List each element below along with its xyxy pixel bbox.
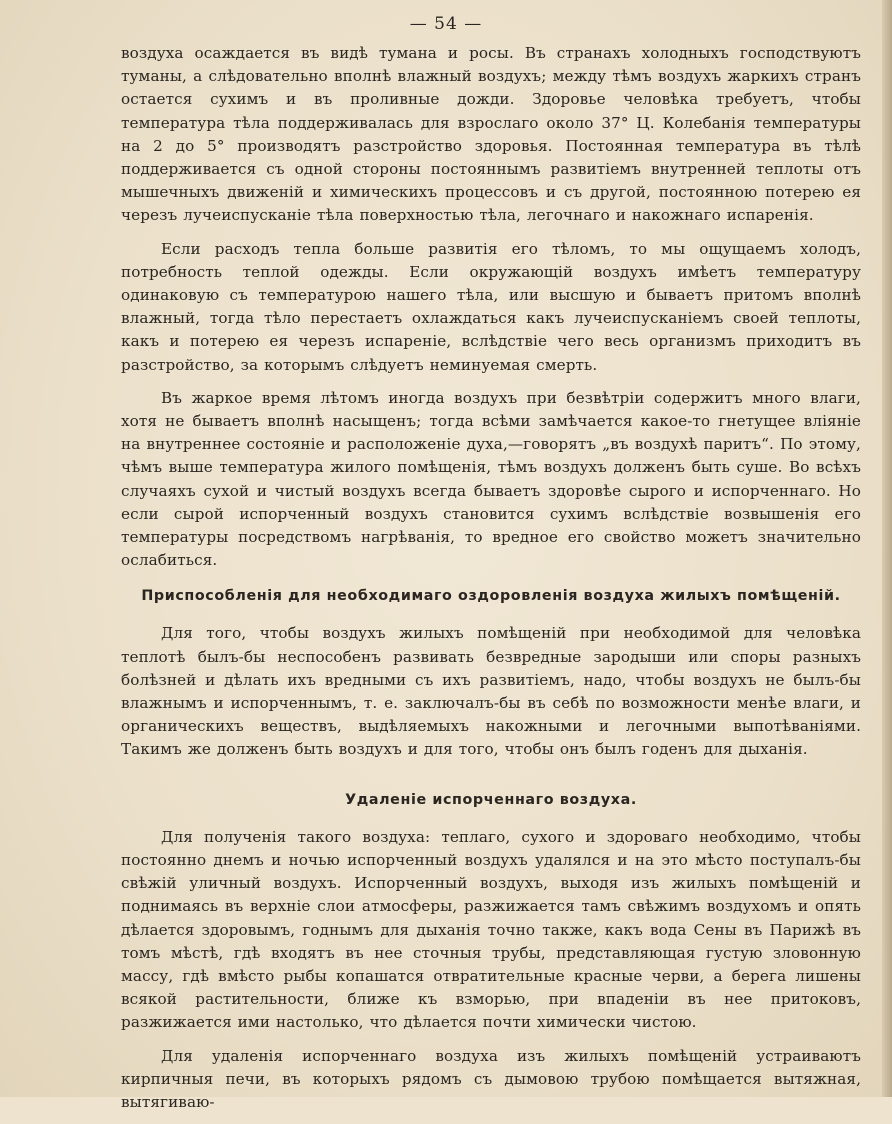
paragraph: Для полученія такого воздуха: теплаго, сухого и здороваго необходимо, чтобы постоянно днемъ и ночью испорченный воздухъ удалялся и на это мѣсто поступалъ-бы свѣжій уличный воздухъ. Испорченный воздухъ, выходя изъ жилыхъ помѣщеній и поднимаясь въ верхніе слои атмосферы, разжижается тамъ свѣжимъ воздухомъ и опять дѣлается здоровымъ, годнымъ для дыханія точно также, какъ вода Сены въ Парижѣ въ томъ мѣстѣ, гдѣ входятъ въ нее сточныя трубы, представляющая густую зловонную массу, гдѣ вмѣсто рыбы копашатся отвратительные красные черви, а берега лишены всякой растительности, ближе къ взморью, при впаденіи въ нее притоковъ, разжижается ими настолько, что дѣлается почти химически чистою.	[121, 827, 861, 1032]
paragraph: Въ жаркое время лѣтомъ иногда воздухъ при безвѣтріи содержитъ много влаги, хотя не бываетъ вполнѣ насыщенъ; тогда всѣми замѣчается какое-то гнетущее вліяніе на внутреннее состояніе и расположеніе духа,—говорятъ „въ воздухѣ паритъ“. По этому, чѣмъ выше температура жилого помѣщенія, тѣмъ воздухъ долженъ быть суше. Во всѣхъ случаяхъ сухой и чистый воздухъ всегда бываетъ здоровѣе сырого и испорченнаго. Но если сырой испорченный воздухъ становится сухимъ вслѣдствіе возвышенія его температуры посредствомъ нагрѣванія, то вредное его свойство можетъ значительно ослабиться.	[121, 388, 861, 570]
page-spine-edge	[882, 0, 892, 1097]
paragraph: воздуха осаждается въ видѣ тумана и росы. Въ странахъ холодныхъ господствуютъ туманы, а слѣдовательно вполнѣ влажный воздухъ; между тѣмъ воздухъ жаркихъ странъ остается сухимъ и въ проливные дожди. Здоровье человѣка требуетъ, чтобы температура тѣла поддерживалась для взрослаго около 37° Ц. Колебанія температуры на 2 до 5° производятъ разстройство здоровья. Постоянная температура въ тѣлѣ поддерживается съ одной стороны постояннымъ развитіемъ внутренней теплоты отъ мышечныхъ движеній и химическихъ процессовъ и съ другой, постоянною потерею ея черезъ лучеиспусканіе тѣла поверхностью тѣла, легочнаго и накожнаго испаренія.	[121, 44, 861, 225]
page-body	[121, 42, 861, 1124]
paragraph: Для удаленія испорченнаго воздуха изъ жилыхъ помѣщеній устраиваютъ кирпичныя печи, въ которыхъ рядомъ съ дымовою трубою помѣщается вытяжная, вытягиваю-	[121, 1046, 861, 1111]
page-number: — 54 —	[409, 14, 483, 34]
paragraph: Для того, чтобы воздухъ жилыхъ помѣщеній при необходимой для человѣка теплотѣ былъ-бы неспособенъ развивать безвредные зародыши или споры разныхъ болѣзней и дѣлать ихъ вредными съ ихъ развитіемъ, надо, чтобы воздухъ не былъ-бы влажнымъ и испорченнымъ, т. е. заключалъ-бы въ себѣ по возможности менѣе влаги, и органическихъ веществъ, выдѣляемыхъ накожными и легочными выпотѣваніями. Такимъ же долженъ быть воздухъ и для того, чтобы онъ былъ годенъ для дыханія.	[121, 624, 861, 759]
paragraph: Если расходъ тепла больше развитія его тѣломъ, то мы ощущаемъ холодъ, потребность теплой одежды. Если окружающій воздухъ имѣетъ температуру одинаковую съ температурою нашего тѣла, или высшую и бываетъ притомъ вполнѣ влажный, тогда тѣло перестаетъ охлаждаться какъ лучеиспусканіемъ своей теплоты, какъ и потерею ея черезъ испареніе, вслѣдствіе чего весь организмъ приходитъ въ разстройство, за которымъ слѣдуетъ неминуемая смерть.	[121, 239, 861, 374]
section-heading: Удаленіе испорченнаго воздуха.	[345, 791, 637, 808]
section-heading: Приспособленія для необходимаго оздоровленія воздуха жилыхъ помѣщеній.	[141, 588, 841, 605]
